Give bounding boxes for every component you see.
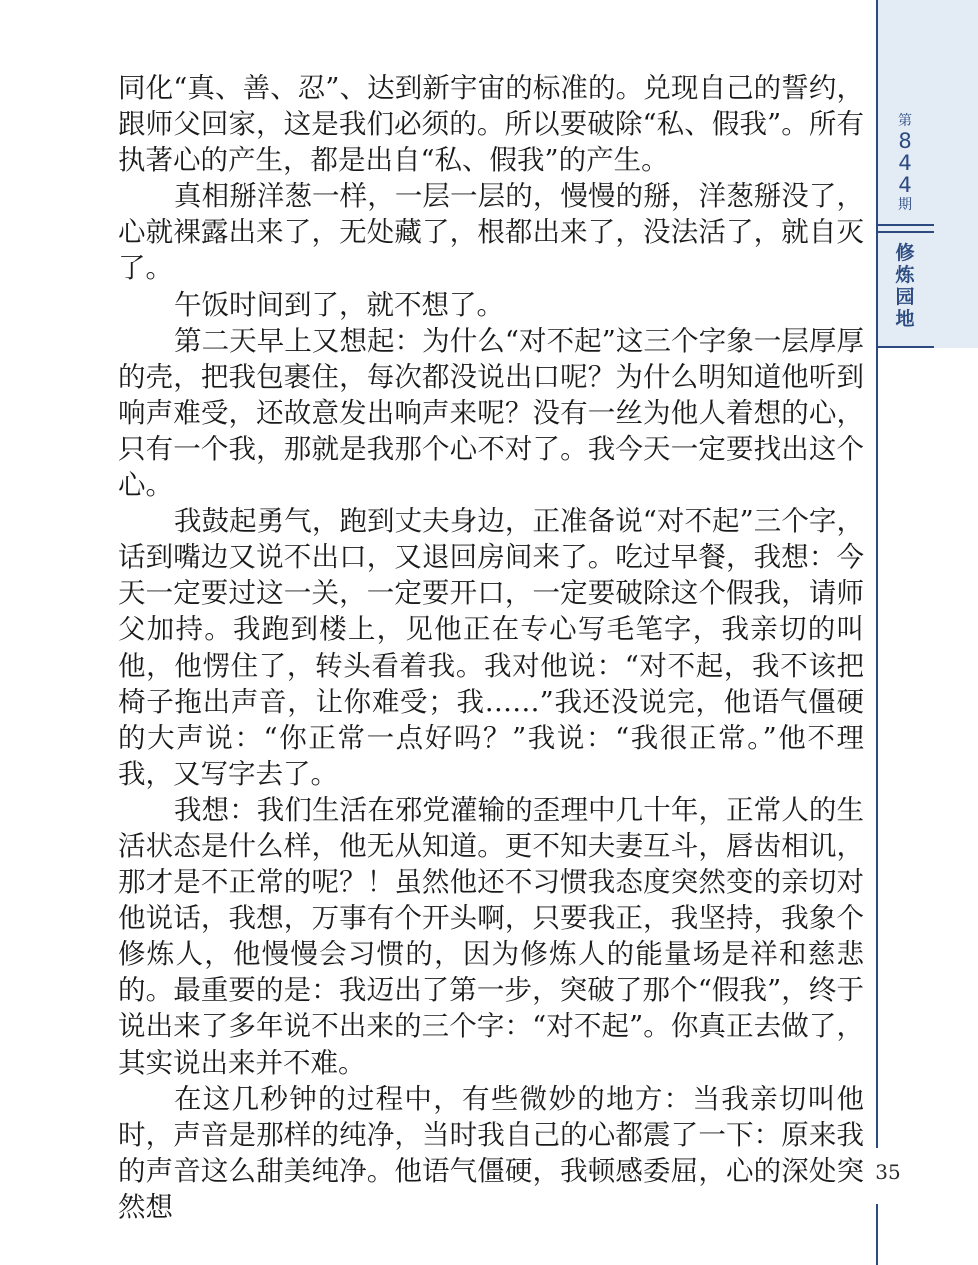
paragraph: 我鼓起勇气，跑到丈夫身边，正准备说“对不起”三个字，话到嘴边又说不出口，又退回房间来了。吃过早餐，我想：今天一定要过这一关，一定要开口，一定要破除这个假我，请师父加持。我跑到楼上，见他正在专心写毛笔字，我亲切的叫他，他愣住了，转头看着我。我对他说：“对不起，我不该把椅子拖出声音，让你难受；我……”我还没说完，他语气僵硬的大声说：“你正常一点好吗？”我说：“我很正常。”他不理我，又写字去了。 bbox=[118, 505, 864, 790]
sidebar-divider-section bbox=[876, 346, 934, 348]
paragraph: 午饭时间到了，就不想了。 bbox=[174, 288, 504, 321]
article-body bbox=[118, 70, 864, 1225]
section-char: 园 bbox=[895, 286, 915, 308]
page-number: 35 bbox=[875, 1160, 901, 1184]
section-char: 炼 bbox=[895, 264, 915, 286]
section-char: 修 bbox=[895, 242, 915, 264]
issue-label bbox=[876, 96, 934, 226]
sidebar-divider-bottom bbox=[876, 231, 934, 233]
section-label bbox=[876, 242, 934, 330]
issue-digit: 8 bbox=[898, 129, 912, 153]
paragraph: 第二天早上又想起：为什么“对不起”这三个字象一层厚厚的壳，把我包裹住，每次都没说出口呢？为什么明知道他听到响声难受，还故意发出响声来呢？没有一丝为他人着想的心，只有一个我，那就是我那个心不对了。我今天一定要找出这个心。 bbox=[118, 324, 864, 502]
paragraph: 在这几秒钟的过程中，有些微妙的地方：当我亲切叫他时，声音是那样的纯净，当时我自己的心都震了一下：原来我的声音这么甜美纯净。他语气僵硬，我顿感委屈，心的深处突然想 bbox=[118, 1082, 864, 1223]
issue-digit: 4 bbox=[898, 173, 912, 197]
paragraph: 真相掰洋葱一样，一层一层的，慢慢的掰，洋葱掰没了，心就裸露出来了，无处藏了，根都出来了，没法活了，就自灭了。 bbox=[118, 180, 864, 285]
section-char: 地 bbox=[895, 308, 915, 330]
paragraph: 我想：我们生活在邪党灌输的歪理中几十年，正常人的生活状态是什么样，他无从知道。更不知夫妻互斗，唇齿相讥，那才是不正常的呢？！虽然他还不习惯我态度突然变的亲切对他说话，我想，万事有个开头啊，只要我正，我坚持，我象个修炼人，他慢慢会习惯的，因为修炼人的能量场是祥和慈悲的。最重要的是：我迈出了第一步，突破了那个“假我”，终于说出来了多年说不出来的三个字：“对不起”。你真正去做了，其实说出来并不难。 bbox=[118, 793, 864, 1079]
issue-suffix: 期 bbox=[898, 197, 912, 213]
issue-prefix: 第 bbox=[898, 113, 912, 129]
paragraph: 同化“真、善、忍”、达到新宇宙的标准的。兑现自己的誓约，跟师父回家，这是我们必须的。所以要破除“私、假我”。所有执著心的产生，都是出自“私、假我”的产生。 bbox=[118, 72, 864, 177]
issue-digit: 4 bbox=[898, 151, 912, 175]
